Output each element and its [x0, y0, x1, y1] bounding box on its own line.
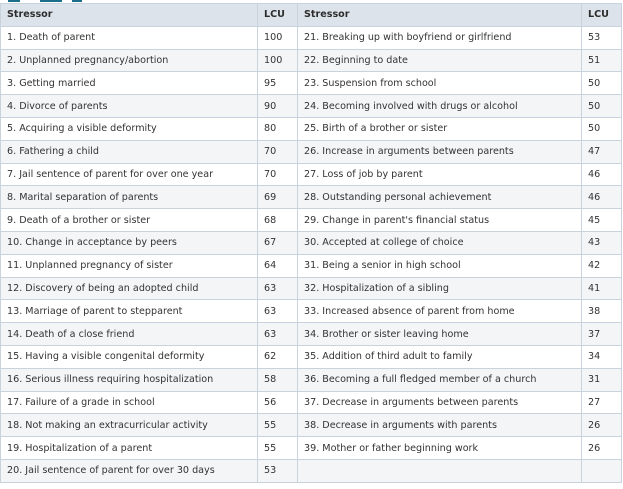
cell-stressor-left: 1. Death of parent	[1, 26, 258, 49]
cell-stressor-left: 15. Having a visible congenital deformity	[1, 345, 258, 368]
cell-lcu-right: 26	[582, 414, 622, 437]
table-header	[1, 4, 622, 27]
cell-lcu-right	[582, 459, 622, 482]
cell-stressor-left: 13. Marriage of parent to stepparent	[1, 300, 258, 323]
table-row	[1, 345, 622, 368]
cell-stressor-left: 12. Discovery of being an adopted child	[1, 277, 258, 300]
cell-lcu-left: 64	[258, 254, 298, 277]
cell-stressor-left: 2. Unplanned pregnancy/abortion	[1, 49, 258, 72]
table-row	[1, 254, 622, 277]
cell-stressor-left: 17. Failure of a grade in school	[1, 391, 258, 414]
header-stressor-right: Stressor	[298, 4, 582, 27]
table-row	[1, 49, 622, 72]
cell-lcu-right: 53	[582, 26, 622, 49]
cell-stressor-right: 32. Hospitalization of a sibling	[298, 277, 582, 300]
cell-stressor-right: 29. Change in parent's financial status	[298, 209, 582, 232]
cell-stressor-right: 25. Birth of a brother or sister	[298, 117, 582, 140]
cell-stressor-left: 16. Serious illness requiring hospitalization	[1, 368, 258, 391]
table-row	[1, 391, 622, 414]
table-row	[1, 459, 622, 482]
cell-lcu-right: 46	[582, 163, 622, 186]
cell-stressor-right	[298, 459, 582, 482]
cell-lcu-right: 50	[582, 72, 622, 95]
table-row	[1, 277, 622, 300]
cell-lcu-left: 63	[258, 323, 298, 346]
table-row	[1, 437, 622, 460]
cell-lcu-right: 31	[582, 368, 622, 391]
cell-lcu-left: 100	[258, 49, 298, 72]
cell-lcu-right: 47	[582, 140, 622, 163]
table-row	[1, 26, 622, 49]
cell-lcu-left: 55	[258, 414, 298, 437]
cell-stressor-left: 3. Getting married	[1, 72, 258, 95]
cell-stressor-right: 24. Becoming involved with drugs or alcohol	[298, 95, 582, 118]
table-row	[1, 186, 622, 209]
table-row	[1, 368, 622, 391]
cell-stressor-right: 33. Increased absence of parent from home	[298, 300, 582, 323]
cell-stressor-right: 22. Beginning to date	[298, 49, 582, 72]
cell-lcu-right: 50	[582, 95, 622, 118]
cell-lcu-right: 42	[582, 254, 622, 277]
cell-stressor-left: 8. Marital separation of parents	[1, 186, 258, 209]
table-row	[1, 117, 622, 140]
cell-stressor-left: 4. Divorce of parents	[1, 95, 258, 118]
cell-lcu-right: 45	[582, 209, 622, 232]
cell-stressor-left: 20. Jail sentence of parent for over 30 days	[1, 459, 258, 482]
cell-stressor-left: 18. Not making an extracurricular activity	[1, 414, 258, 437]
table-row	[1, 72, 622, 95]
stressor-table	[0, 3, 622, 483]
cell-stressor-right: 21. Breaking up with boyfriend or girlfriend	[298, 26, 582, 49]
table-row	[1, 414, 622, 437]
header-stressor-left: Stressor	[1, 4, 258, 27]
cell-lcu-left: 69	[258, 186, 298, 209]
table-row	[1, 95, 622, 118]
cell-lcu-right: 50	[582, 117, 622, 140]
cell-stressor-right: 38. Decrease in arguments with parents	[298, 414, 582, 437]
cell-lcu-left: 58	[258, 368, 298, 391]
cell-stressor-right: 28. Outstanding personal achievement	[298, 186, 582, 209]
table-row	[1, 209, 622, 232]
cell-lcu-right: 46	[582, 186, 622, 209]
cell-stressor-left: 7. Jail sentence of parent for over one year	[1, 163, 258, 186]
table-row	[1, 163, 622, 186]
cell-lcu-left: 67	[258, 231, 298, 254]
cell-lcu-left: 70	[258, 163, 298, 186]
cell-stressor-right: 36. Becoming a full fledged member of a church	[298, 368, 582, 391]
cell-stressor-right: 26. Increase in arguments between parents	[298, 140, 582, 163]
cell-lcu-left: 63	[258, 277, 298, 300]
cell-lcu-left: 53	[258, 459, 298, 482]
cell-stressor-right: 31. Being a senior in high school	[298, 254, 582, 277]
cell-stressor-left: 5. Acquiring a visible deformity	[1, 117, 258, 140]
cell-lcu-left: 55	[258, 437, 298, 460]
header-lcu-left: LCU	[258, 4, 298, 27]
cell-stressor-right: 27. Loss of job by parent	[298, 163, 582, 186]
cell-stressor-right: 37. Decrease in arguments between parents	[298, 391, 582, 414]
cell-lcu-right: 43	[582, 231, 622, 254]
cell-stressor-right: 23. Suspension from school	[298, 72, 582, 95]
cell-lcu-right: 37	[582, 323, 622, 346]
cell-stressor-left: 9. Death of a brother or sister	[1, 209, 258, 232]
cell-lcu-right: 38	[582, 300, 622, 323]
table-row	[1, 323, 622, 346]
cell-lcu-left: 63	[258, 300, 298, 323]
table-row	[1, 231, 622, 254]
cell-lcu-left: 80	[258, 117, 298, 140]
cell-stressor-left: 19. Hospitalization of a parent	[1, 437, 258, 460]
cell-lcu-left: 70	[258, 140, 298, 163]
cell-stressor-left: 11. Unplanned pregnancy of sister	[1, 254, 258, 277]
cell-lcu-left: 62	[258, 345, 298, 368]
cell-lcu-right: 51	[582, 49, 622, 72]
cell-lcu-right: 27	[582, 391, 622, 414]
cell-lcu-left: 56	[258, 391, 298, 414]
cell-stressor-right: 34. Brother or sister leaving home	[298, 323, 582, 346]
cell-stressor-left: 10. Change in acceptance by peers	[1, 231, 258, 254]
table-row	[1, 140, 622, 163]
table-row	[1, 300, 622, 323]
cell-lcu-right: 41	[582, 277, 622, 300]
cell-stressor-right: 35. Addition of third adult to family	[298, 345, 582, 368]
cell-lcu-left: 68	[258, 209, 298, 232]
cell-lcu-right: 26	[582, 437, 622, 460]
cell-stressor-left: 14. Death of a close friend	[1, 323, 258, 346]
cell-lcu-left: 100	[258, 26, 298, 49]
table-body	[1, 26, 622, 482]
cell-lcu-right: 34	[582, 345, 622, 368]
cell-lcu-left: 95	[258, 72, 298, 95]
cell-stressor-left: 6. Fathering a child	[1, 140, 258, 163]
header-row	[1, 4, 622, 27]
cell-lcu-left: 90	[258, 95, 298, 118]
header-lcu-right: LCU	[582, 4, 622, 27]
cell-stressor-right: 30. Accepted at college of choice	[298, 231, 582, 254]
cell-stressor-right: 39. Mother or father beginning work	[298, 437, 582, 460]
